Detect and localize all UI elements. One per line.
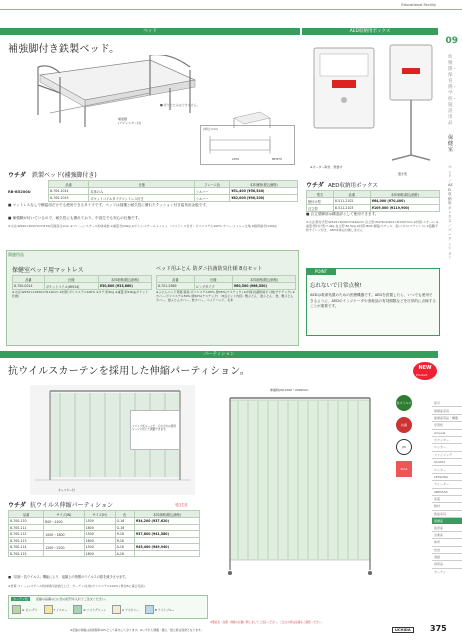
cover-spec: ※ふとんベッド用寝:寝具:ポリエステル65% 綿35%(ナステック) ※中綿:抗菌防臭ポリ綿(サナテック) ※カバー:ポリエステル50% 綿50%(ナステック) 〈8点セット内容〉敷ぶとん、掛ふとん、枕、敷ぶとんカバー、掛ふとんカバー、枕カバー、ベッドパッド、毛布 [156, 290, 295, 302]
new-badge-sub: Product [416, 373, 428, 377]
table-cell: 8-700-1015 [49, 195, 89, 202]
partition-dim-label: 伸縮時(W)1200〜2200mm [270, 388, 309, 392]
table-cell: ¥82,000 (¥90,200) [230, 195, 298, 202]
table-cell: 自立型 [307, 205, 334, 212]
table-cell: 1500 [84, 531, 115, 538]
table-cell: シルバー [195, 188, 230, 195]
table-cell: ¥109,000 (¥119,900) [370, 205, 439, 212]
swatch-color [12, 605, 21, 614]
swatch-name: ソフトグリーン [86, 607, 107, 612]
table-cell: 8-511-2102 [333, 198, 370, 205]
table-cell [44, 551, 84, 557]
page-number: 375 [430, 624, 447, 633]
table-row [9, 551, 200, 557]
table-cell: 8-700-113 [9, 538, 44, 544]
swatch-color [112, 605, 121, 614]
sidebar-nav-item[interactable]: 保健室用品・機器 [432, 415, 462, 422]
dim-height: MH470 [272, 157, 282, 161]
table-cell: ロングタイプ [194, 283, 232, 290]
partition-brand-logo: ウチダ [8, 502, 26, 509]
mattress-spec: ※寸法:W970×L1950×H110mm ※材質:ポリエステル100% ※タテ:約1kg ※重量:約10kg(ポケット仕様) [12, 290, 149, 298]
bed-callout: 補強脚 (アジャスター付) [118, 117, 142, 125]
table-cell: ¥30,600 (¥33,660) [98, 283, 151, 290]
sidebar-nav-item[interactable]: カーテン [434, 569, 446, 574]
aed-point-text: AEDは救命処置のための医療機器です。AEDを設置したら、いつでも使用できるように、AEDのインジケータや消耗品の有効期限などを日常的に点検することが重要です。 [310, 293, 436, 308]
table-cell: シルバー [195, 195, 230, 202]
table-header: 仕様 [89, 181, 195, 188]
bed-model: RB-B5200U [8, 190, 31, 194]
swatch-code: Y [53, 607, 56, 612]
table-header: 型式 [307, 191, 334, 198]
table-header: フレーム色 [195, 181, 230, 188]
table-cell: 1000〜1800 [44, 531, 84, 538]
related-mattress-title: 保健室ベッド用マットレス [12, 267, 84, 274]
table-cell: A-16 [115, 551, 134, 557]
sidebar-nav-item[interactable]: 家電 [432, 496, 462, 503]
table-row [49, 188, 298, 195]
swatch-color [44, 605, 53, 614]
table-cell: R-16 [115, 538, 134, 544]
aed-product-name: AED収納用ボックス [328, 183, 378, 189]
table-cell: 8-700-115 [9, 551, 44, 557]
swatch-name: アイボリー [125, 607, 139, 612]
sidebar-nav-item[interactable]: 保健室家具 [432, 407, 462, 414]
bed-price-table [48, 180, 298, 202]
table-header: 品番 [333, 191, 370, 198]
swatch-code: G [22, 607, 25, 612]
table-cell: 8-511-2103 [333, 205, 370, 212]
jis-icon [396, 439, 412, 455]
icon-label: 抗ウイルス [396, 401, 412, 405]
sidebar-nav-item[interactable]: 学習机 [432, 422, 462, 429]
bed-small-photo [232, 110, 272, 130]
table-cell: 800〜1400 [44, 518, 84, 525]
partition-drawing [220, 395, 380, 580]
sidebar-nav-item[interactable]: 図書室 [432, 524, 462, 531]
aed-wall-box-illustration [306, 40, 386, 140]
swatch-color [145, 605, 154, 614]
partition-caption-wheel: キャスター付 [58, 488, 75, 492]
swatch-row [12, 605, 174, 614]
table-row [307, 205, 440, 212]
table-cell: 8-700-0014 [13, 283, 45, 290]
table-cell: ¥51,400 (¥56,540) [230, 188, 298, 195]
sidebar-nav-item[interactable]: 体育 [432, 539, 462, 546]
aed-price-table [306, 190, 440, 212]
table-header: 本体価格(税込価格) [230, 181, 298, 188]
aed-stand-box-illustration [384, 40, 438, 170]
bed-title: 補強脚付き鉄製ベッド。 [8, 44, 120, 55]
swatch-name: イエロー [56, 607, 68, 612]
sidebar-nav-item[interactable]: カウンター [432, 437, 462, 444]
partition-product-name: 抗ウイルス伸縮パーティション [30, 502, 114, 509]
swatch-color [73, 605, 82, 614]
table-row [9, 531, 200, 538]
sidebar-nav-item[interactable]: ロッカー [432, 466, 462, 473]
related-cover-title: ベッド用ふとん 防ダニ抗菌防臭仕様 8点セット [156, 266, 263, 272]
table-cell: G-16 [115, 525, 134, 531]
table-cell: 1800 [84, 551, 115, 557]
table-cell: 8-700-110 [9, 518, 44, 525]
table-cell: 1500 [84, 518, 115, 525]
swatch-item [145, 605, 175, 614]
table-header: 品番 [49, 181, 89, 188]
aed-bullet-1: ■ 自立型脚部は構造部として使用できます。 [306, 212, 379, 216]
sidebar-nav-item[interactable]: 索引 [432, 400, 462, 407]
swatch-name: ピン-グリ [25, 607, 38, 612]
sidebar-section-name: 保健室 [448, 135, 454, 153]
bed-note-top: ■ 折りたたみはできません。 [160, 103, 200, 107]
sidebar-nav-item-active[interactable]: 保健室 [432, 518, 462, 524]
sidebar-nav-item[interactable]: ファイリング [432, 452, 462, 459]
sidebar-vertical-labels: 幼稚園・保育園・学校・施設用品 [448, 55, 457, 126]
partition-stock-note: 受注生産 [175, 503, 188, 507]
swatch-item [12, 605, 38, 614]
partition-band: パーティション [0, 351, 438, 358]
table-cell: 8-700-111 [9, 525, 44, 531]
table-cell: 8-700-1014 [49, 188, 89, 195]
table-header: 色 [115, 511, 134, 518]
footer-note-2: ※記載の価格は消費税率10%として算出しております。※いずれも運搬・搬入・組立費は別途となります。 [70, 628, 204, 632]
table-header: 品番 [13, 276, 45, 283]
partition-caption-hook: フリップ式ルームで、それぞれの使用シーンに応じて調節できます。 [132, 425, 176, 432]
sidebar-nav-item[interactable]: ABESTAR [432, 489, 462, 496]
table-cell: ポケットコイル(W914) [44, 283, 98, 290]
bed-product-name: 鉄製ベッド(補強脚付き) [32, 172, 97, 179]
table-header: 仕様 [44, 276, 98, 283]
table-header: 本体価格(税込価格) [232, 276, 295, 283]
table-header: サイズ(W) [44, 511, 84, 518]
siaa-icon [396, 461, 412, 477]
bed-spec: ※寸法:W920×D2070×H470(床面高さ)mm ※フレーム:スチール粉体塗装 ※重量:約29kg ※ボトム:スチールメッシュ 〈マットレス付き〉ポリエステル100% カバー:メッシュ生地 ※耐荷重:約120kg [8, 224, 277, 228]
aed-band: AED収納用ボックス [302, 28, 438, 35]
swatch-code: A [122, 607, 125, 612]
aed-spec: ※寸法:壁付け型:W416×D200×H440mm 自立型:W476×D401×H1347mm ※材質:スチール ※重量:壁付け型:7.4kg 自立型:30.5kg ※材質:BOX:樹脂(スチール、窓)パネル(ステンレス) ※盗難予防サイレン付き、AED本体は付属しません [306, 220, 439, 232]
icon-label: JIS [402, 445, 406, 449]
table-cell: A-16 [115, 544, 134, 551]
table-row [9, 544, 200, 551]
table-cell: 1200〜2200 [44, 544, 84, 551]
sidebar-nav-item[interactable]: SCADIA [432, 459, 462, 466]
dim-width: 2070 [232, 157, 240, 161]
sidebar-nav-item[interactable]: 音楽室 [432, 532, 462, 539]
swatch-code: R [83, 607, 86, 612]
partition-title: 抗ウイルスカーテンを採用した伸縮パーティション。 [8, 366, 250, 377]
table-cell: ¥64,000 (¥70,400) [370, 198, 439, 205]
table-cell: 8-700-114 [9, 544, 44, 551]
table-header: 本体価格(税込価格) [134, 511, 199, 518]
sidebar-nav-item[interactable]: ウォーター [432, 481, 462, 488]
table-cell: 1500 [84, 544, 115, 551]
table-header: サイズ(H) [84, 511, 115, 518]
partition-price-table [8, 510, 200, 557]
table-row [157, 283, 296, 290]
table-row [13, 283, 152, 290]
swatch-code: B [154, 607, 157, 612]
aed-point-label: POINT [306, 268, 336, 275]
table-header: 品番 [157, 276, 195, 283]
table-row [49, 195, 298, 202]
sidebar-nav-item[interactable]: 清掃 [432, 554, 462, 561]
table-cell: ¥37,800 (¥41,580) [134, 531, 199, 538]
antivirus-icon [396, 395, 412, 411]
header-bar [0, 0, 462, 10]
aed-point-title: 忘れないで日常点検! [310, 283, 362, 289]
bed-bullet-1: ■ マットレスなしで横寝用だけでも使用できるタイプです。ベッドは抽選と耐久性に優れたクッション付き寝具用金板です。 [8, 203, 210, 207]
table-cell: G-16 [115, 518, 134, 525]
table-cell: ¥60,500 (¥66,550) [232, 283, 295, 290]
table-header: 本体価格(税込価格) [370, 191, 439, 198]
sidebar-vertical-sub: ベッド／AED収納用ボックス／パーティション [448, 165, 453, 259]
dim-unit: (単位:mm) [203, 127, 219, 131]
bed-illustration [30, 55, 200, 130]
table-cell: 壁付け型 [307, 198, 334, 205]
table-header: 仕様 [194, 276, 232, 283]
aed-brand-logo: ウチダ [306, 182, 324, 189]
bed-brand-logo: ウチダ [8, 172, 26, 179]
table-header: 本体価格(税込価格) [98, 276, 151, 283]
sidebar-nav-item[interactable]: 給食 [432, 547, 462, 554]
table-cell: 8-701-2669 [157, 283, 195, 290]
sidebar-nav-item[interactable]: ロッカー [432, 444, 462, 451]
color-note: 記載の品番の□に色の記号を入れてご注文ください。 [36, 597, 108, 601]
sidebar-nav [432, 400, 462, 575]
table-cell: ポケットコイルタイプマットレス付き [89, 195, 195, 202]
table-cell: 1800 [84, 525, 115, 531]
aed-caption-right: 置き型 [398, 172, 408, 176]
sidebar-nav-item[interactable]: 教材 [432, 503, 462, 510]
bed-band: ベッド [0, 28, 300, 35]
mattress-table [12, 275, 152, 290]
feature-icons [396, 395, 436, 477]
table-cell: 1800 [84, 538, 115, 544]
footer-brand: UCHIDA [392, 627, 414, 633]
table-cell [134, 551, 199, 557]
related-band: 関連用品 [8, 252, 24, 257]
table-header: 品番 [9, 511, 44, 518]
table-row [307, 198, 440, 205]
icon-label: SIAA [400, 467, 408, 471]
header-category: Educational Facility [401, 3, 436, 7]
new-badge [413, 362, 437, 380]
aed-caption-left: ※オーダー取付、壁掛け [310, 165, 343, 169]
footer-note-1: ※製品名・品番・価格の記載に関しましてご注意ください。ご注文の際は品番をご確認ください。 [210, 621, 324, 624]
swatch-item [44, 605, 68, 614]
table-cell: 8-700-112 [9, 531, 44, 538]
chapter-number: 09 [445, 36, 458, 46]
swatch-item [112, 605, 139, 614]
swatch-name: ライトブルー [157, 607, 175, 612]
sidebar-nav-item[interactable]: LESSONA [432, 474, 462, 481]
partition-bullet-2: ※材質:フレーム/スチール粉体焼付塗装仕上げ、カーテン/生地/ポリエステル100% (再生Bに適合可能) [8, 584, 145, 588]
sidebar-nav-item[interactable]: Amenia [432, 430, 462, 437]
sidebar-nav-item[interactable]: 庭用品 [432, 561, 462, 568]
cover-table [156, 275, 296, 290]
bed-bullet-2: ■ 補強脚が付いているので、耐久性にも優れており、中高生でも安心の仕様です。 [8, 216, 142, 220]
table-cell: R-16 [115, 531, 134, 538]
table-cell: ¥34,200 (¥37,620) [134, 518, 199, 525]
icon-label: 抗菌 [400, 423, 407, 427]
table-row [9, 518, 200, 525]
partition-bullet-1: ■「抗菌・抗ウイルス」機能により、組織上の特徴のウイルスの数を減少させます。 [8, 575, 129, 579]
new-badge-text: NEW [418, 365, 432, 371]
swatch-item [73, 605, 106, 614]
table-cell: 本体のみ [89, 188, 195, 195]
color-label: カーテン色 [13, 597, 28, 601]
table-cell: ¥45,400 (¥49,940) [134, 544, 199, 551]
sidebar-nav-item[interactable]: 教室家具 [432, 511, 462, 518]
antibacterial-icon [396, 417, 412, 433]
